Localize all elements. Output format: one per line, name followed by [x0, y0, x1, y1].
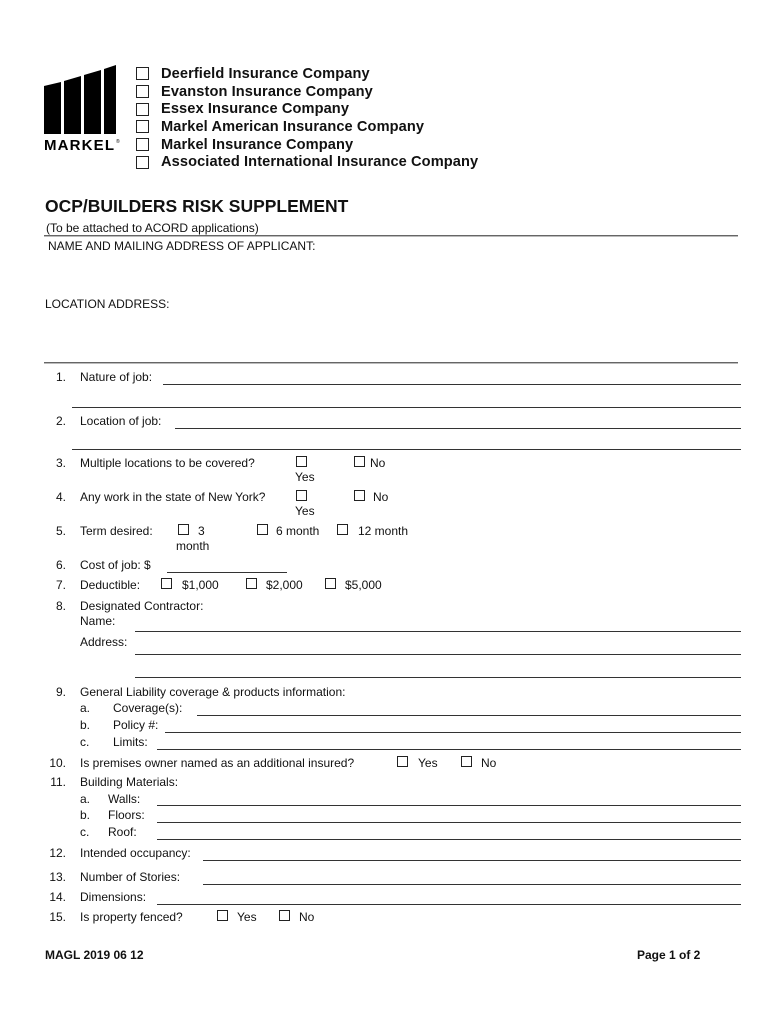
q5-12month-label: 12 month	[358, 524, 409, 538]
q10-yes-label: Yes	[418, 756, 438, 770]
q4-no-label: No	[373, 490, 389, 504]
section-divider	[44, 235, 738, 237]
q6-label: Cost of job: $	[80, 558, 151, 572]
question-number: 6.	[55, 558, 66, 572]
q7-2000-label: $2,000	[266, 578, 303, 592]
q10-yes-checkbox[interactable]	[397, 756, 408, 767]
q11b-label: Floors:	[108, 808, 145, 822]
q1-label: Nature of job:	[80, 370, 153, 384]
svg-text:®: ®	[116, 139, 120, 145]
question-number: 4.	[55, 490, 66, 504]
q15-yes-checkbox[interactable]	[217, 910, 228, 921]
q3-yes-label: Yes	[295, 470, 315, 484]
company-option[interactable]	[136, 153, 478, 171]
q9c-label: Limits:	[113, 735, 148, 749]
question-number: 14.	[49, 890, 66, 904]
page-number: Page 1 of 2	[637, 948, 701, 962]
q11b-floors-field[interactable]	[157, 822, 741, 823]
q8-address-field-line2[interactable]	[135, 677, 741, 678]
company-option[interactable]	[136, 83, 478, 101]
q5-6month-checkbox[interactable]	[257, 524, 268, 535]
company-checkbox[interactable]	[136, 67, 149, 80]
question-number: 12.	[49, 846, 66, 860]
company-checkbox[interactable]	[136, 138, 149, 151]
q10-label: Is premises owner named as an additional insured?	[80, 756, 355, 770]
q8-name-label: Name:	[80, 614, 116, 628]
company-name: Deerfield Insurance Company	[161, 65, 370, 82]
q3-no-checkbox[interactable]	[354, 456, 365, 467]
q4-label: Any work in the state of New York?	[80, 490, 266, 504]
company-checkbox[interactable]	[136, 85, 149, 98]
q9a-coverage-field[interactable]	[197, 715, 741, 716]
q9-label: General Liability coverage & products information:	[80, 685, 346, 699]
q4-no-checkbox[interactable]	[354, 490, 365, 501]
question-number: 15.	[49, 910, 66, 924]
question-number: 5.	[55, 524, 66, 538]
q11-sub-letter: a.	[80, 792, 91, 806]
question-number: 11.	[50, 775, 66, 789]
company-option[interactable]	[136, 118, 478, 136]
q7-1000-checkbox[interactable]	[161, 578, 172, 589]
q3-no-label: No	[370, 456, 386, 470]
q7-5000-checkbox[interactable]	[325, 578, 336, 589]
q1-nature-field[interactable]	[163, 384, 741, 385]
question-number: 3.	[55, 456, 66, 470]
q2-location-field-line2[interactable]	[72, 449, 741, 450]
q11-label: Building Materials:	[80, 775, 179, 789]
question-number: 7.	[55, 578, 66, 592]
q12-label: Intended occupancy:	[80, 846, 191, 860]
q9a-label: Coverage(s):	[113, 701, 183, 715]
company-list	[136, 65, 478, 171]
applicant-label: NAME AND MAILING ADDRESS OF APPLICANT:	[48, 239, 316, 253]
q13-stories-field[interactable]	[203, 884, 741, 885]
q5-3month-label: 3	[198, 524, 205, 538]
form-subtitle: (To be attached to ACORD applications)	[46, 221, 259, 235]
q10-no-label: No	[481, 756, 497, 770]
company-name: Essex Insurance Company	[161, 101, 350, 118]
q8-label: Designated Contractor:	[80, 599, 204, 613]
q11c-label: Roof:	[108, 825, 137, 839]
company-name: Associated International Insurance Company	[161, 154, 479, 171]
form-title: OCP/BUILDERS RISK SUPPLEMENT	[45, 196, 349, 216]
form-id: MAGL 2019 06 12	[45, 948, 144, 962]
q9b-policy-field[interactable]	[165, 732, 741, 733]
q9-sub-letter: a.	[80, 701, 91, 715]
section-divider	[44, 362, 738, 364]
q11-sub-letter: b.	[80, 808, 91, 822]
q4-yes-checkbox[interactable]	[296, 490, 307, 501]
q2-label: Location of job:	[80, 414, 162, 428]
q5-6month-label: 6 month	[276, 524, 320, 538]
q9-sub-letter: c.	[80, 735, 90, 749]
company-name: Evanston Insurance Company	[161, 83, 373, 100]
company-option[interactable]	[136, 100, 478, 118]
question-number: 10.	[49, 756, 66, 770]
question-number: 2.	[55, 414, 66, 428]
q5-label: Term desired:	[80, 524, 153, 538]
company-option[interactable]	[136, 136, 478, 154]
q8-name-field[interactable]	[135, 631, 741, 632]
q1-nature-field-line2[interactable]	[72, 407, 741, 408]
q6-cost-field[interactable]	[167, 572, 287, 573]
question-number: 13.	[49, 870, 66, 884]
q5-12month-checkbox[interactable]	[337, 524, 348, 535]
q8-address-label: Address:	[80, 635, 128, 649]
q15-yes-label: Yes	[237, 910, 257, 924]
q7-2000-checkbox[interactable]	[246, 578, 257, 589]
company-name: Markel Insurance Company	[161, 136, 354, 153]
company-name: Markel American Insurance Company	[161, 118, 425, 135]
company-option[interactable]	[136, 65, 478, 83]
q5-3month-label-cont: month	[176, 539, 210, 553]
q7-1000-label: $1,000	[182, 578, 219, 592]
q14-dimensions-field[interactable]	[157, 904, 741, 905]
q11a-walls-field[interactable]	[157, 805, 741, 806]
company-checkbox[interactable]	[136, 120, 149, 133]
company-checkbox[interactable]	[136, 156, 149, 169]
q11-sub-letter: c.	[80, 825, 90, 839]
q3-yes-checkbox[interactable]	[296, 456, 307, 467]
q3-label: Multiple locations to be covered?	[80, 456, 255, 470]
q2-location-field[interactable]	[175, 428, 741, 429]
q11c-roof-field[interactable]	[157, 839, 741, 840]
question-number: 9.	[55, 685, 66, 699]
logo-text: MARKEL	[44, 137, 114, 154]
question-number: 8.	[55, 599, 66, 613]
q9c-limits-field[interactable]	[157, 749, 741, 750]
q15-no-checkbox[interactable]	[279, 910, 290, 921]
q7-label: Deductible:	[80, 578, 141, 592]
q11a-label: Walls:	[108, 792, 141, 806]
q15-label: Is property fenced?	[80, 910, 183, 924]
q9b-label: Policy #:	[113, 718, 159, 732]
q4-yes-label: Yes	[295, 504, 315, 518]
q5-3month-checkbox[interactable]	[178, 524, 189, 535]
q9-sub-letter: b.	[80, 718, 91, 732]
question-number: 1.	[55, 370, 66, 384]
markel-logo	[44, 64, 120, 156]
q13-label: Number of Stories:	[80, 870, 181, 884]
location-label: LOCATION ADDRESS:	[45, 297, 170, 311]
q12-occupancy-field[interactable]	[203, 860, 741, 861]
company-checkbox[interactable]	[136, 103, 149, 116]
q8-address-field[interactable]	[135, 654, 741, 655]
q10-no-checkbox[interactable]	[461, 756, 472, 767]
q15-no-label: No	[299, 910, 315, 924]
q7-5000-label: $5,000	[345, 578, 382, 592]
q14-label: Dimensions:	[80, 890, 147, 904]
